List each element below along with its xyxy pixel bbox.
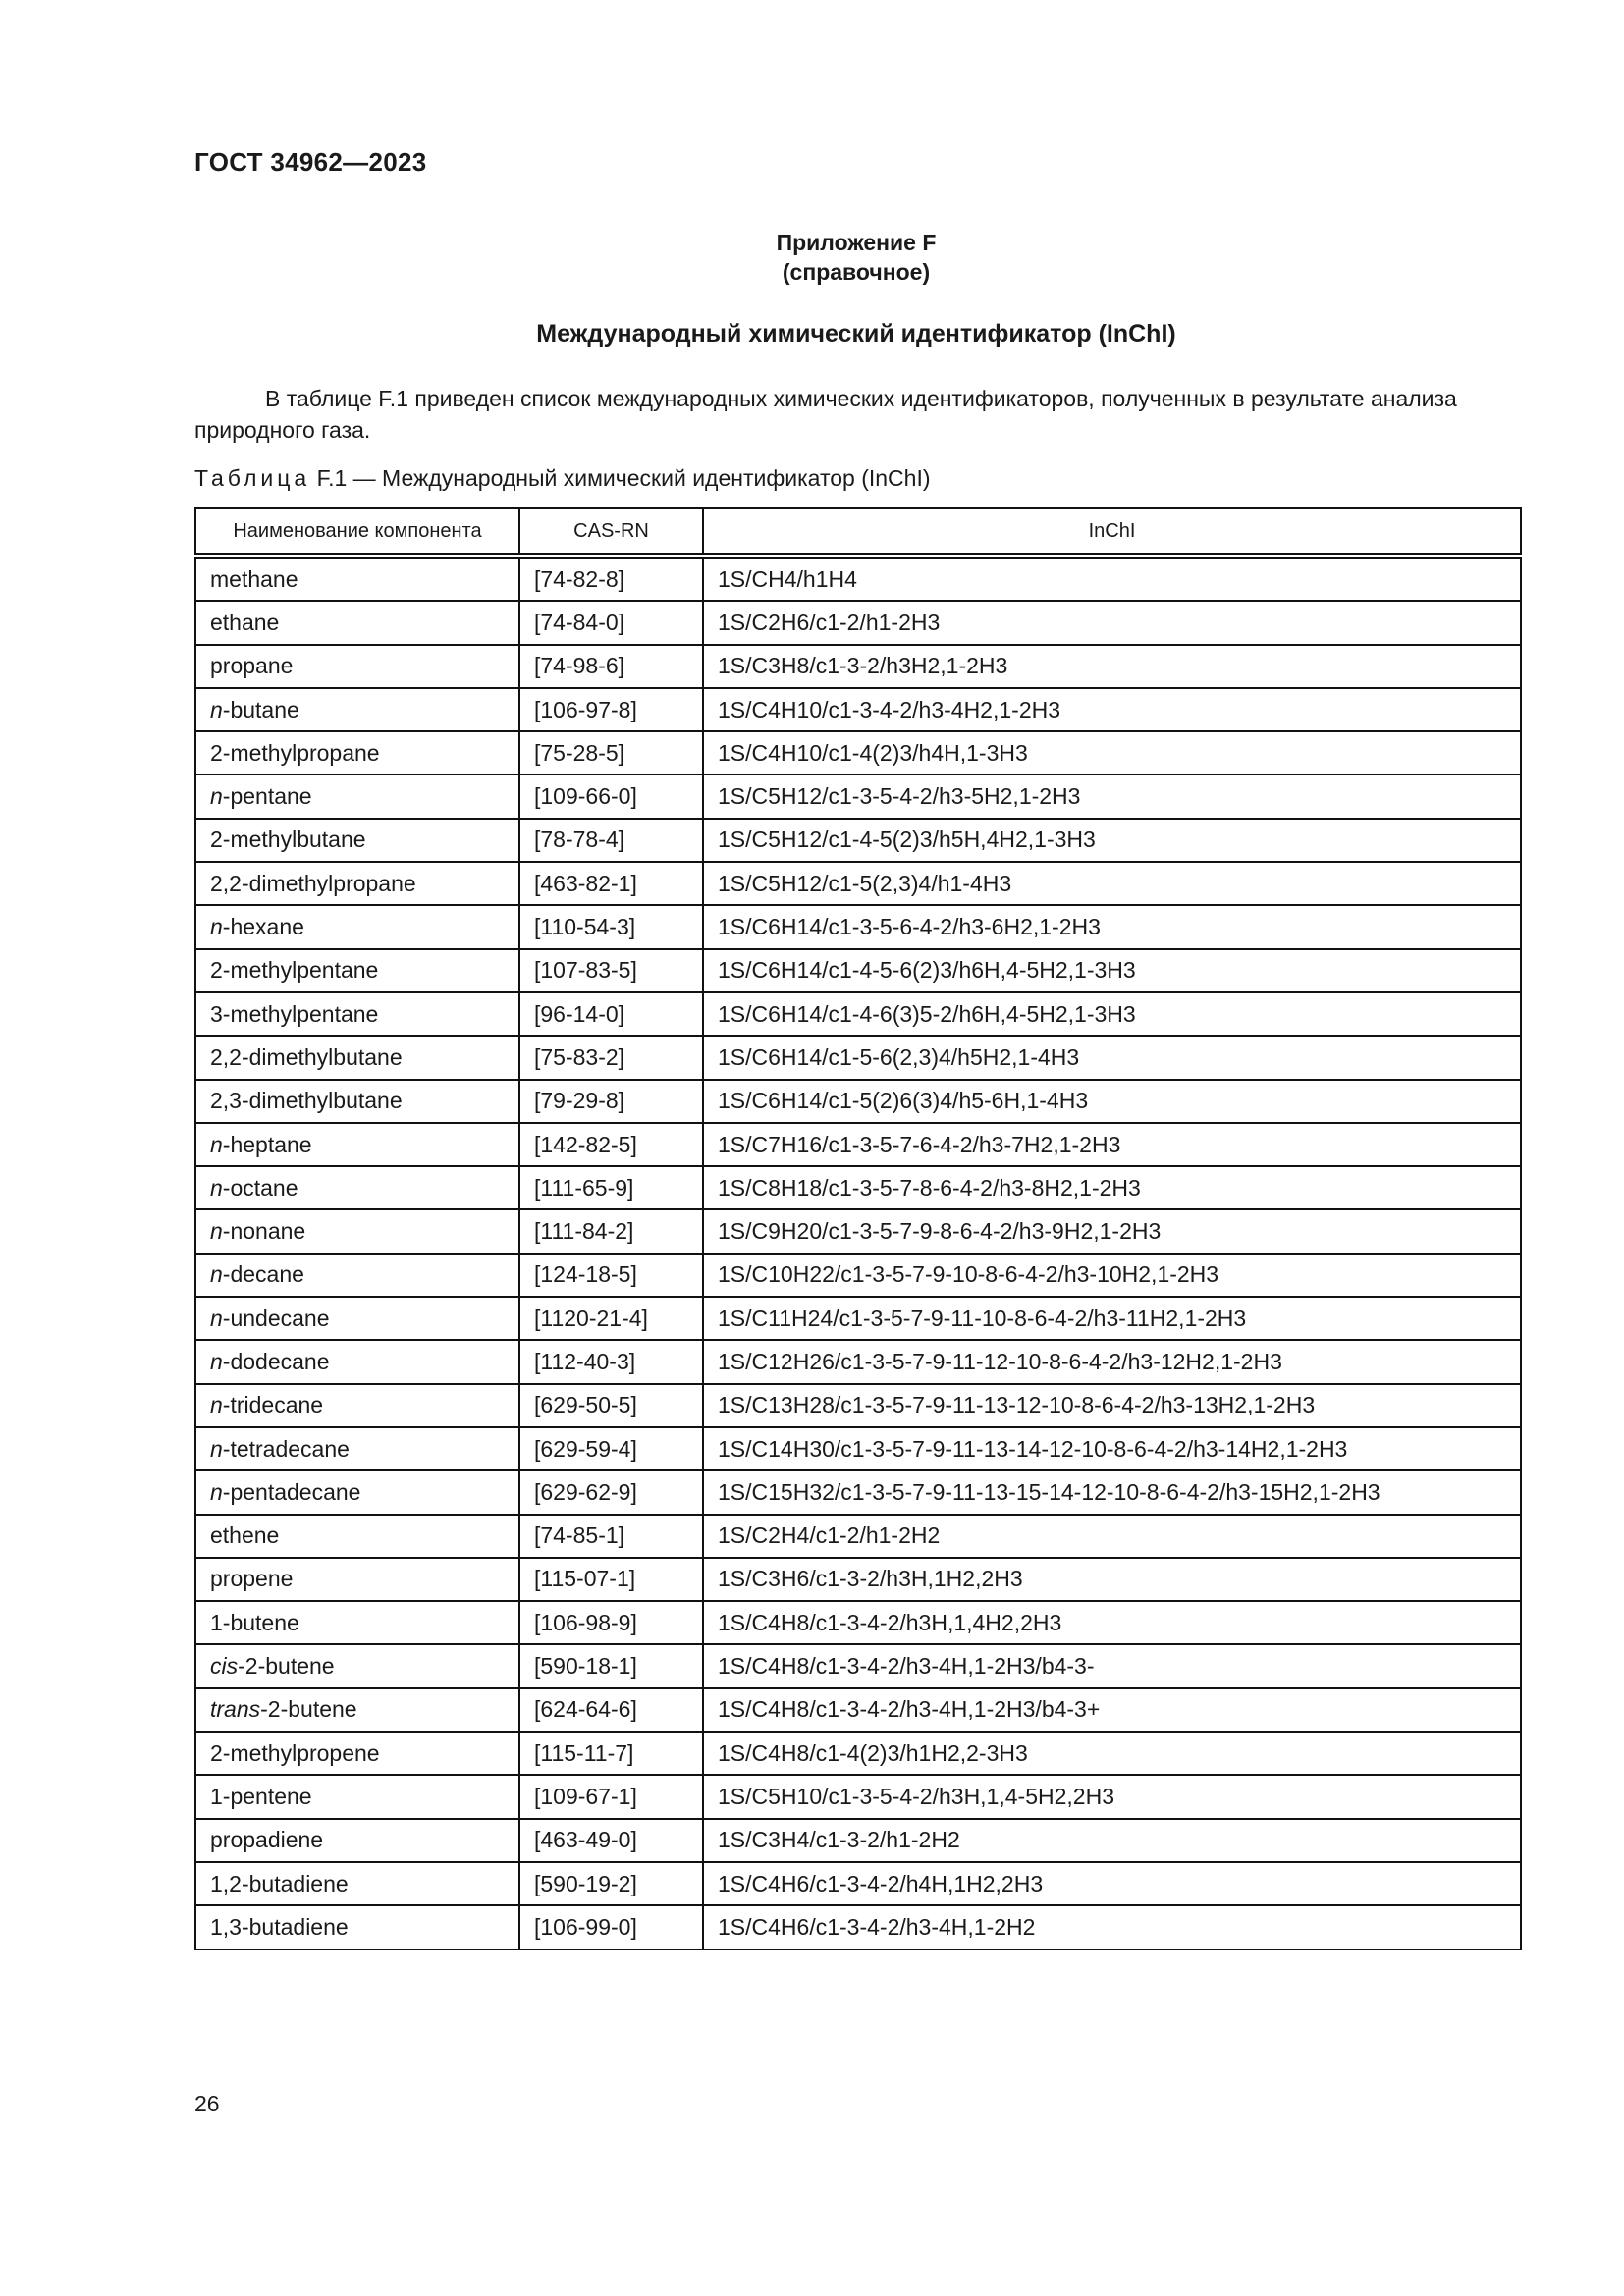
cas-cell: [78-78-4] <box>519 819 703 862</box>
cas-cell: [74-85-1] <box>519 1515 703 1558</box>
component-name-cell <box>195 1036 519 1079</box>
component-name: -tetradecane <box>222 1435 350 1462</box>
cas-cell: [590-19-2] <box>519 1862 703 1905</box>
cas-cell: [463-82-1] <box>519 862 703 905</box>
component-name-cell <box>195 1601 519 1644</box>
component-name: -hexane <box>222 914 304 940</box>
table-row <box>195 1688 1521 1732</box>
inchi-cell: 1S/C4H8/c1-4(2)3/h1H2,2-3H3 <box>703 1732 1521 1775</box>
inchi-cell: 1S/C3H6/c1-3-2/h3H,1H2,2H3 <box>703 1558 1521 1601</box>
component-name: 1,2-butadiene <box>210 1870 349 1896</box>
table-row <box>195 1905 1521 1949</box>
table-caption-prefix: Таблица <box>194 465 311 491</box>
table-row <box>195 1123 1521 1166</box>
table-row <box>195 731 1521 774</box>
component-name-cell <box>195 688 519 731</box>
component-name-cell <box>195 1688 519 1732</box>
inchi-cell: 1S/C8H18/c1-3-5-7-8-6-4-2/h3-8H2,1-2H3 <box>703 1166 1521 1209</box>
cas-cell: [111-65-9] <box>519 1166 703 1209</box>
cas-cell: [74-84-0] <box>519 601 703 644</box>
intro-paragraph: В таблице F.1 приведен список международных химических идентификаторов, полученных в результате анализа природного газа. <box>194 386 1457 443</box>
component-name-cell <box>195 1732 519 1775</box>
cas-cell: [115-11-7] <box>519 1732 703 1775</box>
cas-cell: [106-99-0] <box>519 1905 703 1949</box>
inchi-cell: 1S/C9H20/c1-3-5-7-9-8-6-4-2/h3-9H2,1-2H3 <box>703 1209 1521 1253</box>
component-name: 1-butene <box>210 1609 299 1635</box>
component-name: 2-methylbutane <box>210 827 366 853</box>
component-name: 1-pentene <box>210 1783 312 1809</box>
table-row <box>195 949 1521 992</box>
inchi-cell: 1S/C5H12/c1-5(2,3)4/h1-4H3 <box>703 862 1521 905</box>
table-row <box>195 862 1521 905</box>
component-name-cell <box>195 1123 519 1166</box>
table-row <box>195 1166 1521 1209</box>
component-name-cell <box>195 731 519 774</box>
inchi-cell: 1S/C15H32/c1-3-5-7-9-11-13-15-14-12-10-8-6-4-2/h3-15H2,1-2H3 <box>703 1470 1521 1514</box>
table-caption <box>194 465 931 492</box>
inchi-cell: 1S/C10H22/c1-3-5-7-9-10-8-6-4-2/h3-10H2,1-2H3 <box>703 1254 1521 1297</box>
component-name-cell <box>195 949 519 992</box>
component-prefix: n <box>210 1478 223 1505</box>
inchi-cell: 1S/C6H14/c1-5(2)6(3)4/h5-6H,1-4H3 <box>703 1080 1521 1123</box>
cas-cell: [624-64-6] <box>519 1688 703 1732</box>
cas-cell: [75-83-2] <box>519 1036 703 1079</box>
component-prefix: trans <box>210 1696 261 1723</box>
inchi-cell: 1S/C12H26/c1-3-5-7-9-11-12-10-8-6-4-2/h3-12H2,1-2H3 <box>703 1340 1521 1383</box>
cas-cell: [109-66-0] <box>519 774 703 818</box>
component-name-cell <box>195 1166 519 1209</box>
table-row <box>195 688 1521 731</box>
component-prefix: n <box>210 1131 223 1157</box>
component-prefix: n <box>210 1261 223 1288</box>
column-header-cas: CAS-RN <box>519 508 703 556</box>
component-prefix: n <box>210 1305 223 1331</box>
inchi-cell: 1S/C6H14/c1-5-6(2,3)4/h5H2,1-4H3 <box>703 1036 1521 1079</box>
component-name: 2,3-dimethylbutane <box>210 1088 403 1114</box>
cas-cell: [106-98-9] <box>519 1601 703 1644</box>
component-name: 2,2-dimethylpropane <box>210 870 416 896</box>
table-row <box>195 774 1521 818</box>
cas-cell: [124-18-5] <box>519 1254 703 1297</box>
component-name-cell <box>195 1775 519 1818</box>
cas-cell: [629-62-9] <box>519 1470 703 1514</box>
inchi-cell: 1S/C5H12/c1-4-5(2)3/h5H,4H2,1-3H3 <box>703 819 1521 862</box>
table-row <box>195 1297 1521 1340</box>
component-name-cell <box>195 1384 519 1427</box>
table-row <box>195 1470 1521 1514</box>
component-name: methane <box>210 565 298 592</box>
component-name-cell <box>195 862 519 905</box>
component-name-cell <box>195 1819 519 1862</box>
cas-cell: [79-29-8] <box>519 1080 703 1123</box>
component-name: 1,3-butadiene <box>210 1913 349 1940</box>
table-row <box>195 1427 1521 1470</box>
component-prefix: n <box>210 696 223 722</box>
component-name: -dodecane <box>222 1348 330 1374</box>
component-prefix: n <box>210 914 223 940</box>
appendix-heading <box>0 228 1624 287</box>
cas-cell: [629-50-5] <box>519 1384 703 1427</box>
component-prefix: n <box>210 1174 223 1201</box>
component-name: -2-butene <box>260 1696 357 1723</box>
inchi-cell: 1S/C3H8/c1-3-2/h3H2,1-2H3 <box>703 645 1521 688</box>
inchi-cell: 1S/C4H6/c1-3-4-2/h4H,1H2,2H3 <box>703 1862 1521 1905</box>
table-row <box>195 1775 1521 1818</box>
inchi-cell: 1S/C4H10/c1-4(2)3/h4H,1-3H3 <box>703 731 1521 774</box>
component-name-cell <box>195 1515 519 1558</box>
table-body <box>195 556 1521 1949</box>
table-row <box>195 1340 1521 1383</box>
section-title: Международный химический идентификатор (InChI) <box>536 320 1176 347</box>
component-name: ethane <box>210 609 280 635</box>
component-prefix: cis <box>210 1653 239 1680</box>
cas-cell: [107-83-5] <box>519 949 703 992</box>
table-row <box>195 1209 1521 1253</box>
cas-cell: [96-14-0] <box>519 992 703 1036</box>
component-name: propane <box>210 653 294 679</box>
component-name: propadiene <box>210 1827 324 1853</box>
component-name: propene <box>210 1566 294 1592</box>
cas-cell: [111-84-2] <box>519 1209 703 1253</box>
component-name: 3-methylpentane <box>210 1000 379 1027</box>
component-prefix: n <box>210 1435 223 1462</box>
component-name: -pentadecane <box>222 1478 361 1505</box>
cas-cell: [115-07-1] <box>519 1558 703 1601</box>
component-name: 2,2-dimethylbutane <box>210 1043 403 1070</box>
component-name: -heptane <box>222 1131 312 1157</box>
component-name: 2-methylpropene <box>210 1739 380 1766</box>
component-name-cell <box>195 1080 519 1123</box>
table-row <box>195 1080 1521 1123</box>
inchi-cell: 1S/C11H24/c1-3-5-7-9-11-10-8-6-4-2/h3-11H2,1-2H3 <box>703 1297 1521 1340</box>
cas-cell: [142-82-5] <box>519 1123 703 1166</box>
cas-cell: [75-28-5] <box>519 731 703 774</box>
component-name-cell <box>195 1427 519 1470</box>
inchi-cell: 1S/C4H8/c1-3-4-2/h3H,1,4H2,2H3 <box>703 1601 1521 1644</box>
component-name: -octane <box>222 1174 298 1201</box>
component-name: -2-butene <box>238 1653 335 1680</box>
inchi-table <box>194 507 1522 1950</box>
cas-cell: [109-67-1] <box>519 1775 703 1818</box>
cas-cell: [74-98-6] <box>519 645 703 688</box>
inchi-cell: 1S/C5H10/c1-3-5-4-2/h3H,1,4-5H2,2H3 <box>703 1775 1521 1818</box>
inchi-cell: 1S/C6H14/c1-4-6(3)5-2/h6H,4-5H2,1-3H3 <box>703 992 1521 1036</box>
component-name-cell <box>195 774 519 818</box>
component-name: 2-methylpentane <box>210 957 379 984</box>
inchi-cell: 1S/C5H12/c1-3-5-4-2/h3-5H2,1-2H3 <box>703 774 1521 818</box>
inchi-cell: 1S/C14H30/c1-3-5-7-9-11-13-14-12-10-8-6-4-2/h3-14H2,1-2H3 <box>703 1427 1521 1470</box>
cas-cell: [110-54-3] <box>519 905 703 948</box>
table-row <box>195 1819 1521 1862</box>
inchi-cell: 1S/C6H14/c1-4-5-6(2)3/h6H,4-5H2,1-3H3 <box>703 949 1521 992</box>
component-name-cell <box>195 992 519 1036</box>
table-caption-title: F.1 — Международный химический идентификатор (InChI) <box>310 465 931 491</box>
column-header-component: Наименование компонента <box>195 508 519 556</box>
appendix-label: Приложение F <box>776 230 937 255</box>
component-name: -butane <box>222 696 299 722</box>
component-name-cell <box>195 905 519 948</box>
component-prefix: n <box>210 1348 223 1374</box>
inchi-cell: 1S/C4H10/c1-3-4-2/h3-4H2,1-2H3 <box>703 688 1521 731</box>
inchi-cell: 1S/C2H4/c1-2/h1-2H2 <box>703 1515 1521 1558</box>
component-name-cell <box>195 1297 519 1340</box>
component-name: -nonane <box>222 1218 306 1245</box>
component-name-cell <box>195 556 519 601</box>
cas-cell: [74-82-8] <box>519 556 703 601</box>
component-name-cell <box>195 1558 519 1601</box>
inchi-cell: 1S/C7H16/c1-3-5-7-6-4-2/h3-7H2,1-2H3 <box>703 1123 1521 1166</box>
component-name-cell <box>195 819 519 862</box>
component-name: -decane <box>222 1261 304 1288</box>
component-name-cell <box>195 601 519 644</box>
inchi-cell: 1S/C3H4/c1-3-2/h1-2H2 <box>703 1819 1521 1862</box>
column-header-inchi: InChI <box>703 508 1521 556</box>
table-row <box>195 556 1521 601</box>
cas-cell: [1120-21-4] <box>519 1297 703 1340</box>
table-row <box>195 1515 1521 1558</box>
component-name: -pentane <box>222 783 312 810</box>
component-prefix: n <box>210 1218 223 1245</box>
table-row <box>195 645 1521 688</box>
component-name-cell <box>195 1340 519 1383</box>
cas-cell: [463-49-0] <box>519 1819 703 1862</box>
table-row <box>195 905 1521 948</box>
page-number: 26 <box>194 2091 220 2116</box>
cas-cell: [590-18-1] <box>519 1644 703 1687</box>
table-header-row <box>195 508 1521 556</box>
component-name-cell <box>195 1470 519 1514</box>
component-name-cell <box>195 645 519 688</box>
component-name: -undecane <box>222 1305 330 1331</box>
table-row <box>195 1732 1521 1775</box>
table-row <box>195 819 1521 862</box>
cas-cell: [106-97-8] <box>519 688 703 731</box>
table-row <box>195 1254 1521 1297</box>
table-row <box>195 601 1521 644</box>
component-prefix: n <box>210 1392 223 1418</box>
table-row <box>195 992 1521 1036</box>
component-name-cell <box>195 1644 519 1687</box>
table-row <box>195 1862 1521 1905</box>
table-row <box>195 1384 1521 1427</box>
component-prefix: n <box>210 783 223 810</box>
cas-cell: [629-59-4] <box>519 1427 703 1470</box>
inchi-cell: 1S/C4H6/c1-3-4-2/h3-4H,1-2H2 <box>703 1905 1521 1949</box>
inchi-cell: 1S/C6H14/c1-3-5-6-4-2/h3-6H2,1-2H3 <box>703 905 1521 948</box>
table-row <box>195 1601 1521 1644</box>
inchi-cell: 1S/C2H6/c1-2/h1-2H3 <box>703 601 1521 644</box>
appendix-kind: (справочное) <box>782 259 931 285</box>
component-name-cell <box>195 1254 519 1297</box>
component-name: 2-methylpropane <box>210 739 380 766</box>
component-name-cell <box>195 1862 519 1905</box>
table-row <box>195 1558 1521 1601</box>
table-row <box>195 1036 1521 1079</box>
component-name: -tridecane <box>222 1392 324 1418</box>
document-code: ГОСТ 34962—2023 <box>194 147 427 177</box>
cas-cell: [112-40-3] <box>519 1340 703 1383</box>
inchi-cell: 1S/CH4/h1H4 <box>703 556 1521 601</box>
component-name: ethene <box>210 1522 280 1549</box>
table-row <box>195 1644 1521 1687</box>
inchi-cell: 1S/C4H8/c1-3-4-2/h3-4H,1-2H3/b4-3+ <box>703 1688 1521 1732</box>
component-name-cell <box>195 1905 519 1949</box>
inchi-cell: 1S/C13H28/c1-3-5-7-9-11-13-12-10-8-6-4-2/h3-13H2,1-2H3 <box>703 1384 1521 1427</box>
component-name-cell <box>195 1209 519 1253</box>
inchi-cell: 1S/C4H8/c1-3-4-2/h3-4H,1-2H3/b4-3- <box>703 1644 1521 1687</box>
